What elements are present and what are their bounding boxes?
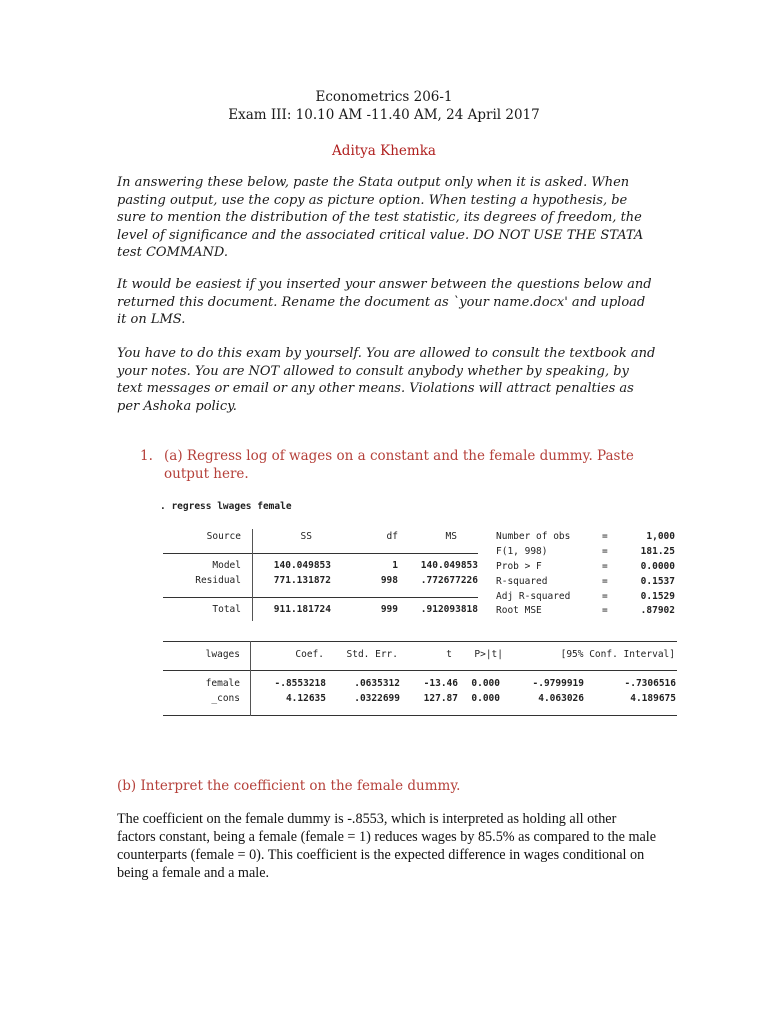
stat-label: Root MSE: [496, 605, 542, 616]
coef-t: 127.87: [423, 693, 458, 704]
coef-ci-high: -.7306516: [624, 678, 676, 689]
course-title: Econometrics 206-1: [315, 89, 453, 105]
anova-ms: 140.049853: [420, 560, 478, 571]
question-1b: (b) Interpret the coefficient on the female dummy.: [117, 778, 461, 794]
stat-eq: =: [602, 546, 608, 557]
anova-df: 999: [380, 604, 398, 615]
anova-header-source: Source: [206, 531, 241, 542]
stat-value: 181.25: [640, 546, 675, 557]
coef-t: -13.46: [423, 678, 458, 689]
anova-source: Model: [212, 560, 241, 571]
coef-header-t: t: [446, 649, 452, 660]
anova-ss: 140.049853: [273, 560, 331, 571]
coef-se: .0322699: [354, 693, 400, 704]
stat-eq: =: [602, 591, 608, 602]
coef-p: 0.000: [471, 678, 500, 689]
anova-ss: 911.181724: [273, 604, 331, 615]
coef-header-se: Std. Err.: [346, 649, 398, 660]
question-number: 1.: [140, 448, 153, 464]
anova-ms: .912093818: [420, 604, 478, 615]
coef-p: 0.000: [471, 693, 500, 704]
divider: [250, 641, 251, 716]
coef-value: -.8553218: [274, 678, 326, 689]
stat-eq: =: [602, 531, 608, 542]
instruction-paragraph-3: You have to do this exam by yourself. You are allowed to consult the textbook and your notes. You are NOT allowed to consult anybody whether by speaking, by text messages or email or any other means. Violations will attract penalties as per Ashoka policy.: [117, 346, 656, 414]
coef-header-coef: Coef.: [295, 649, 324, 660]
stata-command: . regress lwages female: [160, 501, 292, 512]
coef-header-ci: [95% Conf. Interval]: [560, 649, 675, 660]
stat-label: Prob > F: [496, 561, 542, 572]
stat-label: R-squared: [496, 576, 548, 587]
stat-label: Adj R-squared: [496, 591, 571, 602]
anova-header-ss: SS: [300, 531, 312, 542]
question-1a: (a) Regress log of wages on a constant and the female dummy. Paste output here.: [164, 448, 634, 482]
divider: [252, 529, 253, 621]
coef-var: _cons: [211, 693, 240, 704]
stat-eq: =: [602, 576, 608, 587]
anova-header-df: df: [386, 531, 398, 542]
stat-eq: =: [602, 561, 608, 572]
anova-source: Total: [212, 604, 241, 615]
anova-ss: 771.131872: [273, 575, 331, 586]
stat-value: 0.0000: [640, 561, 675, 572]
answer-1b: The coefficient on the female dummy is -.8553, which is interpreted as holding all other factors constant, being a female (female = 1) reduces wages by 85.5% as compared to the male counterparts (female = 0). This coefficient is the expected difference in wages conditional on being a female and a male.: [117, 811, 657, 881]
coef-ci-high: 4.189675: [630, 693, 676, 704]
exam-title: Exam III: 10.10 AM -11.40 AM, 24 April 2017: [228, 107, 540, 123]
coef-ci-low: -.9799919: [532, 678, 584, 689]
divider: [163, 670, 677, 671]
stat-label: Number of obs: [496, 531, 571, 542]
stat-value: 1,000: [646, 531, 675, 542]
divider: [163, 715, 677, 716]
coef-value: 4.12635: [285, 693, 326, 704]
stat-value: .87902: [640, 605, 675, 616]
divider: [163, 553, 478, 554]
anova-header-ms: MS: [445, 531, 457, 542]
anova-source: Residual: [195, 575, 241, 586]
coef-ci-low: 4.063026: [538, 693, 584, 704]
instruction-paragraph-1: In answering these below, paste the Stata output only when it is asked. When pasting output, use the copy as picture option. When testing a hypothesis, be sure to mention the distribution of the test statistic, its degrees of freedom, the level of significance and the associated critical value. DO NOT USE THE STATA test COMMAND.: [117, 175, 644, 260]
stat-value: 0.1537: [640, 576, 675, 587]
author-name: Aditya Khemka: [332, 143, 436, 159]
divider: [163, 597, 478, 598]
anova-df: 1: [392, 560, 398, 571]
coef-header-var: lwages: [205, 649, 240, 660]
stat-eq: =: [602, 605, 608, 616]
coef-var: female: [205, 678, 240, 689]
stat-value: 0.1529: [640, 591, 675, 602]
divider: [163, 641, 677, 642]
stat-label: F(1, 998): [496, 546, 548, 557]
anova-df: 998: [380, 575, 398, 586]
instruction-paragraph-2: It would be easiest if you inserted your answer between the questions below and returned this document. Rename the document as `your name.docx' and upload it on LMS.: [117, 277, 652, 327]
coef-se: .0635312: [354, 678, 400, 689]
anova-ms: .772677226: [420, 575, 478, 586]
coef-header-p: P>|t|: [474, 649, 503, 660]
